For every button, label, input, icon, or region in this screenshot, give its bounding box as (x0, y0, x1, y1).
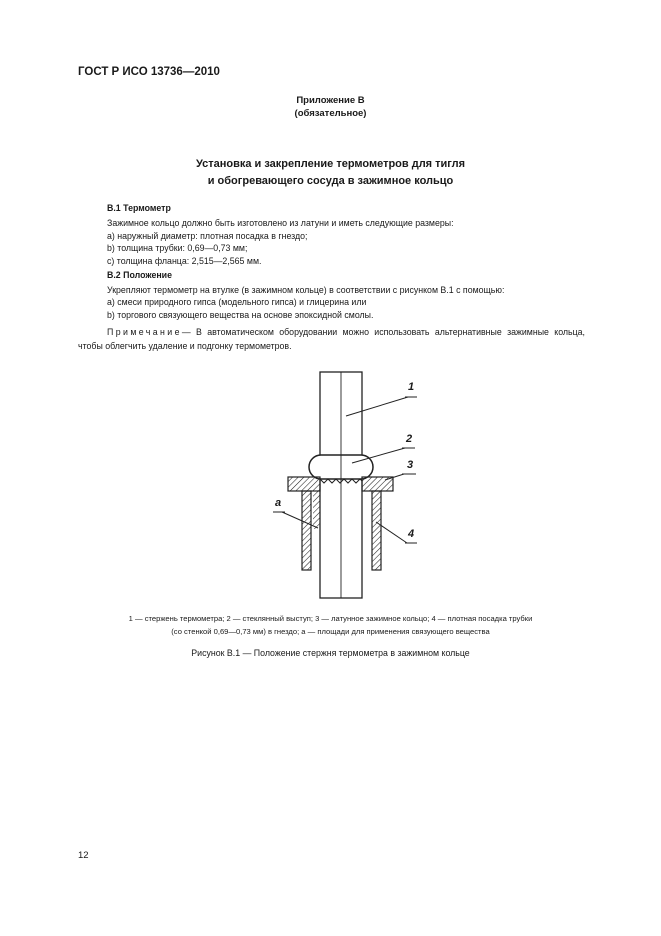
tube-wall-right (372, 491, 381, 570)
clamping-ring-left (288, 477, 320, 491)
section-b1-item-a: a) наружный диаметр: плотная посадка в гнездо; (107, 231, 308, 241)
appendix-title: Приложение В (296, 95, 365, 106)
section-b2-item-b: b) торгового связующего вещества на основе эпоксидной смолы. (107, 310, 374, 320)
section-b1-heading: В.1 Термометр (107, 203, 171, 213)
section-b1-intro: Зажимное кольцо должно быть изготовлено из латуни и иметь следующие размеры: (107, 218, 454, 228)
section-b1-item-c: c) толщина фланца: 2,515—2,565 мм. (107, 256, 262, 266)
appendix-subtitle: (обязательное) (294, 108, 367, 119)
section-b2-item-a: a) смеси природного гипса (модельного гипса) и глицерина или (107, 297, 367, 307)
figure-label-a: a (275, 497, 282, 509)
document-title-line2: и обогревающего сосуда в зажимное кольцо (207, 175, 454, 187)
figure-label-4: 4 (408, 528, 415, 540)
figure-label-2: 2 (406, 433, 413, 445)
document-title-line1: Установка и закрепление термометров для тигля (195, 158, 466, 170)
page-number: 12 (78, 850, 89, 861)
section-b2-heading: В.2 Положение (107, 270, 172, 280)
standard-header: ГОСТ Р ИСО 13736—2010 (78, 66, 220, 78)
bonding-area-left (313, 491, 320, 529)
tube-wall-left (302, 491, 311, 570)
figure-caption-line2: (со стенкой 0,69—0,73 мм) в гнездо; a — площади для применения связующего вещества (171, 627, 490, 636)
figure-label-3: 3 (407, 459, 414, 471)
note-label: Примечание (107, 327, 182, 337)
section-b2-intro: Укрепляют термометр на втулке (в зажимном кольце) в соответствии с рисунком В.1 с помощью: (107, 285, 505, 295)
section-b1-item-b: b) толщина трубки: 0,69—0,73 мм; (107, 243, 248, 253)
figure-caption-line1: 1 — стержень термометра; 2 — стеклянный выступ; 3 — латунное зажимное кольцо; 4 — плотная посадка трубки (128, 614, 533, 623)
figure-title: Рисунок В.1 — Положение стержня термометра в зажимном кольце (191, 648, 470, 658)
figure-label-1: 1 (408, 381, 415, 393)
leader-line-a (282, 512, 318, 528)
note-text: — В автоматическом оборудовании можно использовать альтернативные зажимные кольца, чтобы облегчить удаление и подгонку термометров. (78, 327, 585, 351)
